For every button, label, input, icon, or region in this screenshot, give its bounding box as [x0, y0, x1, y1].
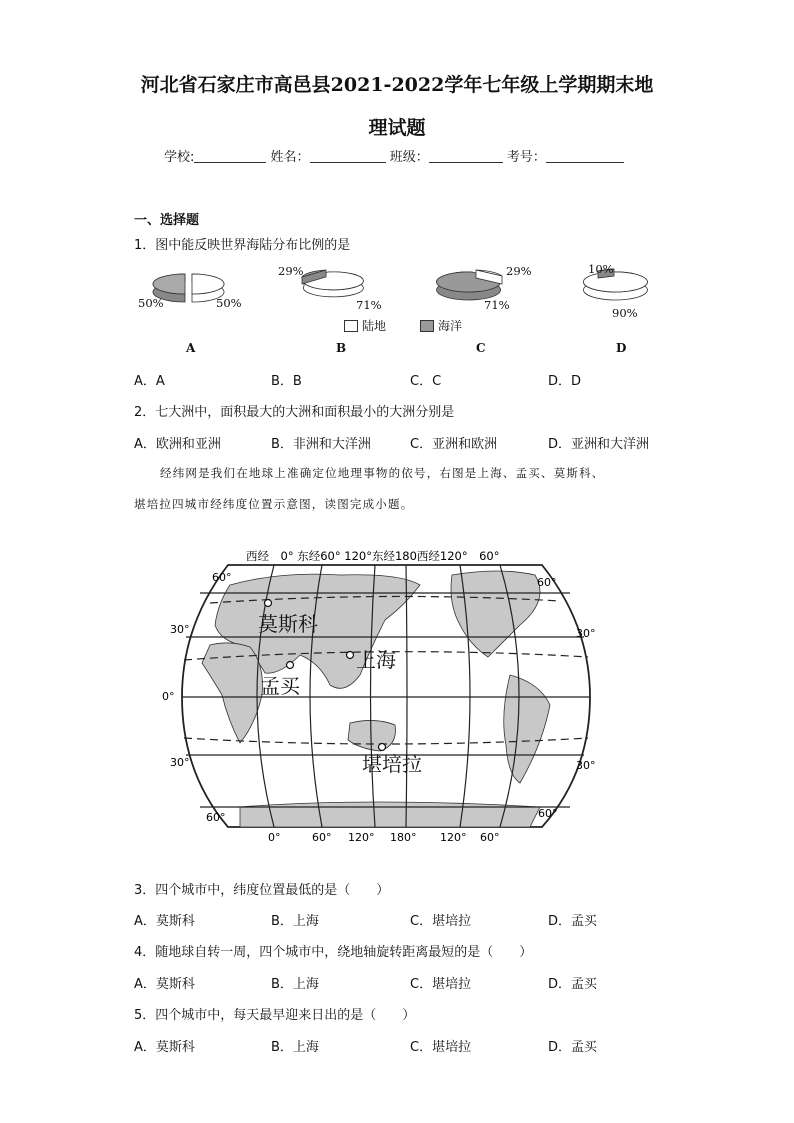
bottom-longitude-labels [268, 831, 500, 844]
name-label: 姓名： [270, 150, 310, 165]
lon-bottom-60w: 60° [480, 831, 500, 844]
exam-title-line1: 河北省石家庄市高邑县2021-2022学年七年级上学期期末地 [140, 74, 654, 96]
lon-bottom-120w: 120° [440, 831, 467, 844]
pie-letter-b: B [336, 341, 347, 355]
q1-option-b[interactable]: B．B [271, 374, 302, 389]
q4-option-d[interactable]: D．孟买 [548, 977, 598, 992]
q2-option-b[interactable]: B．非洲和大洋洲 [271, 437, 371, 452]
world-map [162, 545, 610, 850]
lat-left-60s: 60° [206, 811, 226, 824]
q4-option-c[interactable]: C．堪培拉 [410, 977, 472, 992]
pie-b-ocean-label: 29% [278, 264, 304, 278]
pie-letter-c: C [476, 341, 486, 355]
q2-option-d[interactable]: D．亚洲和大洋洲 [548, 437, 650, 452]
lat-left-60n: 60° [212, 571, 232, 584]
shanghai-label: 上海 [356, 648, 396, 672]
canberra-marker [379, 744, 386, 751]
lat-left-30s: 30° [170, 756, 190, 769]
legend-land-label: 陆地 [362, 319, 387, 333]
q5-option-d[interactable]: D．孟买 [548, 1040, 598, 1055]
question-3-stem: 3．四个城市中，纬度位置最低的是（ ） [134, 883, 390, 898]
q3-option-a[interactable]: A．莫斯科 [134, 914, 195, 929]
q2-option-c[interactable]: C．亚洲和欧洲 [410, 437, 498, 452]
pie-d-land-label: 90% [612, 306, 638, 320]
lat-left-0: 0° [162, 690, 175, 703]
moscow-label: 莫斯科 [258, 612, 318, 636]
student-info-line [164, 146, 624, 165]
class-blank[interactable] [429, 149, 503, 163]
pie-c-land-label: 29% [506, 264, 532, 278]
school-blank[interactable] [194, 149, 266, 163]
map-top-longitudes: 西经 0° 东经60° 120°东经180西经120° 60° [246, 549, 500, 563]
q5-option-c[interactable]: C．堪培拉 [410, 1040, 472, 1055]
mumbai-label: 孟买 [260, 674, 300, 698]
canberra-label: 堪培拉 [362, 752, 422, 776]
q3-option-b[interactable]: B．上海 [271, 914, 319, 929]
q4-option-a[interactable]: A．莫斯科 [134, 977, 195, 992]
q1-option-c[interactable]: C．C [410, 374, 442, 389]
q3-option-d[interactable]: D．孟买 [548, 914, 598, 929]
question-4-stem: 4．随地球自转一周，四个城市中，绕地轴旋转距离最短的是（ ） [134, 945, 533, 960]
pie-d-ocean-label: 10% [588, 262, 614, 276]
lat-right-60s: 60° [538, 807, 558, 820]
lat-left-30n: 30° [170, 623, 190, 636]
q2-option-a[interactable]: A．欧洲和亚洲 [134, 437, 221, 452]
name-blank[interactable] [310, 149, 386, 163]
lon-bottom-180: 180° [390, 831, 417, 844]
pie-letter-d: D [616, 341, 627, 355]
land-swatch [344, 320, 358, 332]
ocean-swatch [420, 320, 434, 332]
q1-option-a[interactable]: A．A [134, 374, 165, 389]
legend-land [344, 317, 386, 334]
mumbai-marker [287, 662, 294, 669]
pie-b-land-label: 71% [356, 298, 382, 312]
q5-option-a[interactable]: A．莫斯科 [134, 1040, 195, 1055]
pie-letter-a: A [186, 341, 196, 355]
pie-a-ocean-label: 50% [138, 296, 164, 310]
shanghai-marker [347, 652, 354, 659]
q1-option-d[interactable]: D．D [548, 374, 582, 389]
lat-right-30s: 30° [576, 759, 596, 772]
q4-option-b[interactable]: B．上海 [271, 977, 319, 992]
question-1-stem: 1．图中能反映世界海陆分布比例的是 [134, 238, 351, 253]
exam-title-line2: 理试题 [368, 117, 426, 139]
q5-option-b[interactable]: B．上海 [271, 1040, 319, 1055]
pie-a-land-label: 50% [216, 296, 242, 310]
lat-right-30n: 30° [576, 627, 596, 640]
moscow-marker [265, 600, 272, 607]
lon-bottom-0: 0° [268, 831, 281, 844]
passage-line-1: 经纬网是我们在地球上准确定位地理事物的依号，右图是上海、孟买、莫斯科、 [160, 466, 605, 480]
q3-option-c[interactable]: C．堪培拉 [410, 914, 472, 929]
school-label: 学校: [164, 150, 195, 165]
question-2-stem: 2．七大洲中，面积最大的大洲和面积最小的大洲分别是 [134, 405, 455, 420]
lon-bottom-60e: 60° [312, 831, 332, 844]
class-label: 班级： [389, 150, 429, 165]
question-5-stem: 5．四个城市中，每天最早迎来日出的是（ ） [134, 1008, 416, 1023]
lat-right-60n: 60° [537, 576, 557, 589]
pie-c-ocean-label: 71% [484, 298, 510, 312]
lon-bottom-120e: 120° [348, 831, 375, 844]
legend-ocean [420, 317, 462, 334]
number-label: 考号： [506, 150, 546, 165]
passage-line-2: 堪培拉四城市经纬度位置示意图，读图完成小题。 [134, 497, 414, 511]
number-blank[interactable] [546, 149, 624, 163]
section-heading: 一、选择题 [134, 213, 200, 228]
legend-ocean-label: 海洋 [438, 319, 463, 333]
